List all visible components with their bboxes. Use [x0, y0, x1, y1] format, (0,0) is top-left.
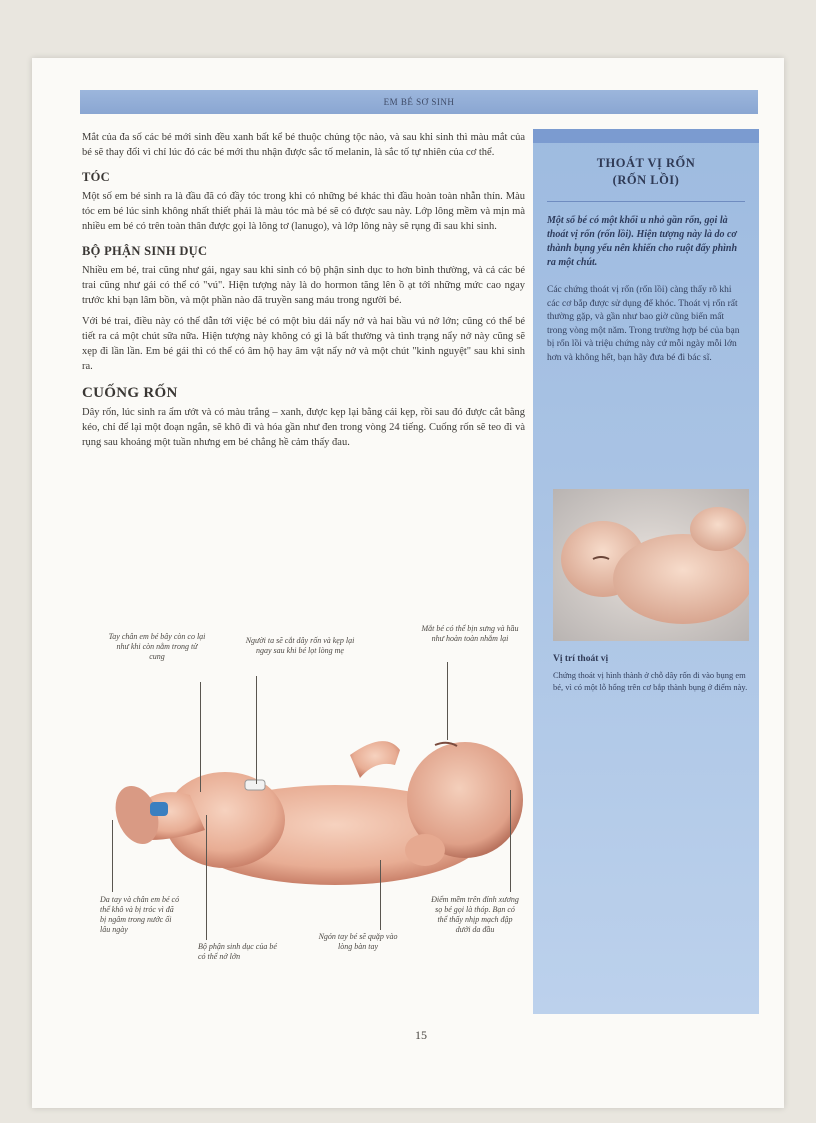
page-number: 15 — [415, 1028, 427, 1042]
cord-paragraph: Dây rốn, lúc sinh ra ẩm ướt và có màu trắng – xanh, được kẹp lại bằng cái kẹp, rồi sau đó được cắt bằng kéo, chỉ để lại một đoạn ngắn, sẽ khô đi và hóa gần như đen trong vòng 24 tiếng. Cuống rốn sẽ teo đi và rụng sau khoảng một tuần nhưng em bé chẳng hề cảm thấy đau. — [82, 407, 525, 448]
sidebar-title-line-1: THOÁT VỊ RỐN — [596, 156, 696, 170]
sidebar-body: Các chứng thoát vị rốn (rốn lồi) càng thấy rõ khi các cơ bắp được sử dụng để khóc. Thoát vị rốn rất thường gặp, và gần như bao giờ cũng biến mất trong vòng một năm. Trong trường hợp bé của bạn bị rốn lồi và triệu chứng này cứ mỗi ngày mỗi lớn hơn và không hết, bạn hãy đưa bé đi bác sĩ. — [547, 285, 740, 363]
sidebar-panel — [533, 129, 759, 1014]
leader-line-fingers — [380, 860, 381, 930]
annotation-fingers: Ngón tay bé sẽ quặp vào lòng bàn tay — [318, 932, 398, 951]
cord-heading: CUỐNG RỐN — [82, 385, 178, 401]
annotation-arms: Tay chân em bé bây còn co lại như khi còn nằm trong tử cung — [108, 632, 206, 661]
sidebar-title-line-2: (RỐN LỒI) — [612, 173, 680, 187]
hair-heading: TÓC — [82, 170, 110, 184]
genital-paragraph-1: Nhiều em bé, trai cũng như gái, ngay sau khi sinh có bộ phận sinh dục to hơn bình thường, và cả các bé trai cũng như gái có thể có "vú". Hiện tượng này là do hormon tăng lên ồ ạt tới những mức cao ngay trước khi bạn lâm bồn, và một phần nào đã truyền sang máu trong người bé. — [82, 265, 525, 306]
annotation-eyes: Mắt bé có thể bịn sưng và hầu như hoàn toàn nhắm lại — [421, 624, 519, 643]
sidebar-intro: Một số bé có một khối u nhỏ gần rốn, gọi là thoát vị rốn (rốn lồi). Hiện tượng này là do cơ thành bụng yếu nên khiến cho ruột đẩy phình ra một chút. — [547, 215, 738, 268]
section-header: EM BÉ SƠ SINH — [80, 90, 758, 114]
leader-line-genital — [206, 815, 207, 940]
annotation-skin: Da tay và chân em bé có thể khô và bị tróc vì đã bị ngâm trong nước ối lâu ngày — [100, 895, 180, 934]
leader-line-cord — [256, 676, 257, 784]
leader-line-skin — [112, 820, 113, 892]
leader-line-fontanelle — [510, 790, 511, 892]
hair-paragraph: Một số em bé sinh ra là đầu đã có đầy tóc trong khi có những bé khác thì đầu hoàn toàn nhẵn thín. Màu tóc em bé lúc sinh không nhất thiết phải là màu tóc mà bé sẽ có được sau này. Lớp lông mềm và mịn mà nhiều em bé có trên toàn thân được gọi là lông tơ (lanugo), và lớp lông này sẽ rụng đi sau khi sinh. — [82, 191, 525, 232]
newborn-illustration — [95, 700, 535, 900]
leader-line-eyes — [447, 662, 448, 740]
annotation-fontanelle: Điểm mềm trên đỉnh xương sọ bé gọi là thóp. Bạn có thể thấy nhịp mạch đập dưới da đầu — [431, 895, 519, 934]
genital-paragraph-2: Với bé trai, điều này có thể dẫn tới việc bé có một bìu dái nẩy nở và hai bầu vú nở lớn; cũng có thể bé tiết ra cả một chút sữa nữa. Hiện tượng này không có gì là bất thường và tình trạng nẩy nở này cũng sẽ xẹp đi lần lần. Em bé gái thì có thể có âm hộ hay âm vật nẩy nở và một chút "kinh nguyệt" sau khi sinh ra. — [82, 316, 525, 372]
sidebar-top-band — [533, 129, 759, 143]
photo-caption-title: Vị trí thoát vị — [553, 654, 609, 664]
annotation-genital: Bộ phận sinh dục của bé có thể nở lớn — [198, 942, 277, 961]
genital-heading: BỘ PHẬN SINH DỤC — [82, 244, 208, 258]
annotation-cord: Người ta sẽ cắt dây rốn và kẹp lại ngay sau khi bé lọt lòng mẹ — [245, 636, 355, 655]
photo-caption: Chứng thoát vị hình thành ở chỗ dây rốn đi vào bụng em bé, vì có một lỗ hổng trên cơ bắp thành bụng ở điểm này. — [553, 670, 748, 692]
intro-paragraph: Mắt của đa số các bé mới sinh đều xanh bất kể bé thuộc chủng tộc nào, và sau khi sinh thì màu mắt của bé sẽ thay đổi vì chỉ lúc đó các bé mới thu nhận được sắc tố melanin, là sắc tố tự nhiên của cơ thể. — [82, 132, 525, 158]
hernia-photo — [553, 489, 749, 641]
main-column — [82, 130, 525, 456]
leader-line-arms — [200, 682, 201, 792]
sidebar-divider — [547, 201, 745, 202]
sidebar-title — [533, 155, 759, 189]
